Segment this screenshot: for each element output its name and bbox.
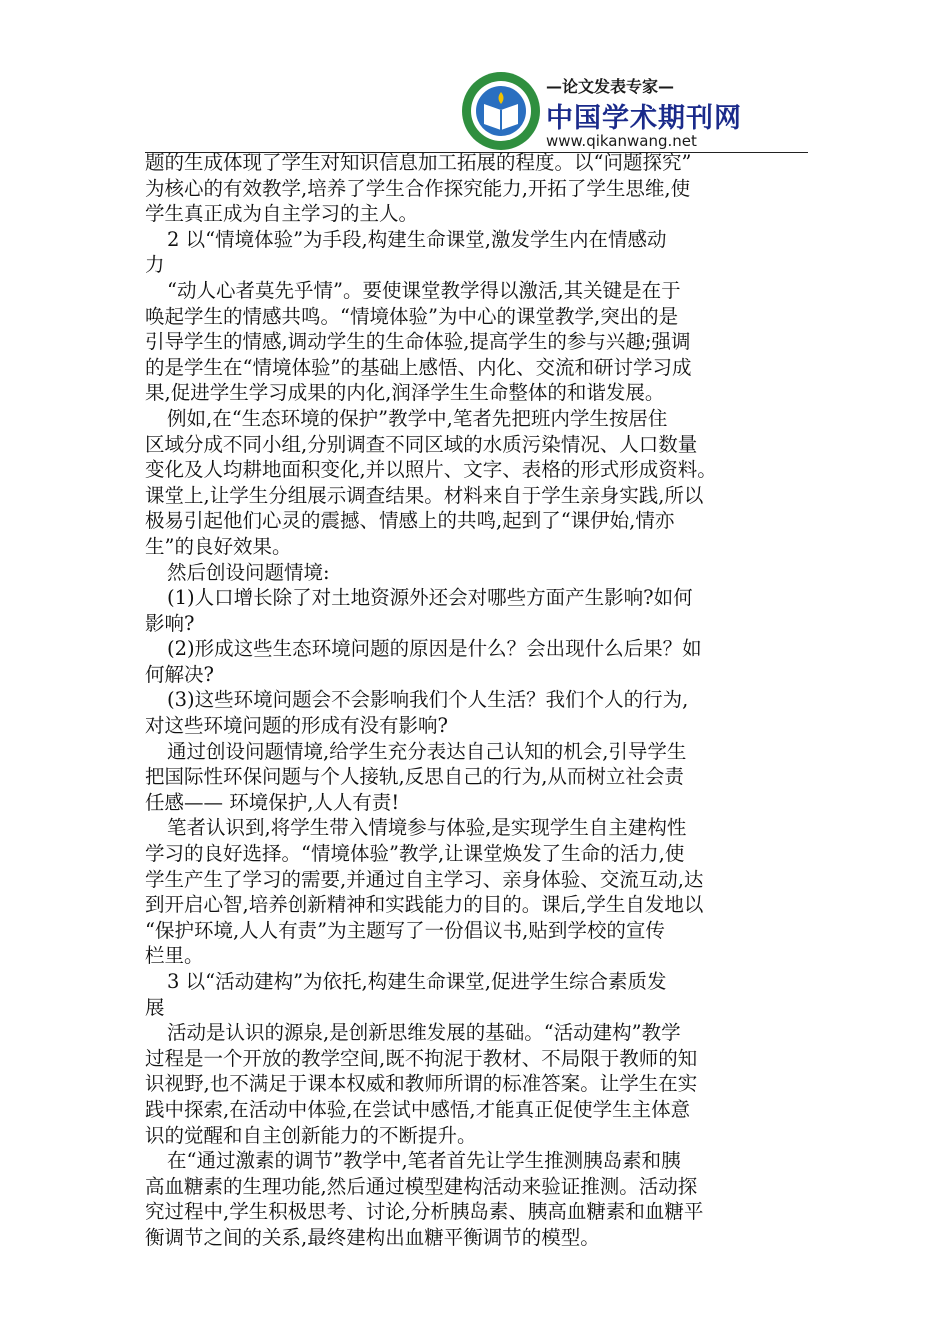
text-line: 生”的良好效果。 [145,534,292,558]
text-line: 影响? [145,611,195,635]
text-line: 极易引起他们心灵的震撼、情感上的共鸣,起到了“课伊始,情亦 [145,509,675,533]
article-body [145,150,810,1251]
text-line: (2)形成这些生态环境问题的原因是什么？会出现什么后果？如 [167,637,702,661]
text-line: 学生真正成为自主学习的主人。 [145,202,419,226]
text-line: 变化及人均耕地面积变化,并以照片、文字、表格的形式形成资料。 [145,458,717,482]
text-line: 践中探索,在活动中体验,在尝试中感悟,才能真正促使学生主体意 [145,1097,691,1121]
text-line: 任感—— 环境保护,人人有责! [145,790,400,814]
text-line: 到开启心智,培养创新精神和实践能力的目的。课后,学生自发地以 [145,893,704,917]
text-line: 何解决? [145,662,214,686]
logo-brand-name: 中国学术期刊网 [546,103,742,134]
text-line: 例如,在“生态环境的保护”教学中,笔者先把班内学生按居住 [167,406,668,430]
text-line: 唤起学生的情感共鸣。“情境体验”为中心的课堂教学,突出的是 [145,304,679,328]
text-line: 2 以“情境体验”为手段,构建生命课堂,激发学生内在情感动 [167,227,667,251]
text-line: 笔者认识到,将学生带入情境参与体验,是实现学生自主建构性 [167,816,687,840]
text-line: 力 [145,253,165,277]
text-line: 展 [145,995,165,1019]
text-line: 题的生成体现了学生对知识信息加工拓展的程度。以“问题探究” [145,151,692,174]
text-line: 学习的良好选择。“情境体验”教学,让课堂焕发了生命的活力,使 [145,842,685,866]
text-line: 然后创设问题情境: [167,560,330,584]
text-line: 的是学生在“情境体验”的基础上感悟、内化、交流和研讨学习成 [145,355,692,379]
text-line: 对这些环境问题的形成有没有影响? [145,714,448,738]
logo-icon [460,70,542,152]
site-header [460,70,760,160]
text-line: 识视野,也不满足于课本权威和教师所谓的标准答案。让学生在实 [145,1072,698,1096]
text-line: 究过程中,学生积极思考、讨论,分析胰岛素、胰高血糖素和血糖平 [145,1200,704,1224]
text-line: 在“通过激素的调节”教学中,笔者首先让学生推测胰岛素和胰 [167,1149,681,1173]
text-line: 通过创设问题情境,给学生充分表达自己认知的机会,引导学生 [167,739,687,763]
text-line: 为核心的有效教学,培养了学生合作探究能力,开拓了学生思维,使 [145,176,691,200]
text-line: “保护环境,人人有责”为主题写了一份倡议书,贴到学校的宣传 [145,918,665,942]
text-line: (3)这些环境问题会不会影响我们个人生活？我们个人的行为, [167,688,689,712]
text-line: 引导学生的情感,调动学生的生命体验,提高学生的参与兴趣;强调 [145,330,691,354]
text-line: 果,促进学生学习成果的内化,润泽学生生命整体的和谐发展。 [145,381,665,405]
logo-slogan: —论文发表专家— [546,77,675,96]
text-line: 过程是一个开放的教学空间,既不拘泥于教材、不局限于教师的知 [145,1046,698,1070]
logo-url: www.qikanwang.net [546,132,697,150]
text-line: 衡调节之间的关系,最终建构出血糖平衡调节的模型。 [145,1225,600,1249]
text-line: (1)人口增长除了对土地资源外还会对哪些方面产生影响?如何 [167,586,693,610]
text-line: “动人心者莫先乎情”。要使课堂教学得以激活,其关键是在于 [167,278,681,302]
text-line: 把国际性环保问题与个人接轨,反思自己的行为,从而树立社会责 [145,765,684,789]
text-line: 识的觉醒和自主创新能力的不断提升。 [145,1123,477,1147]
text-line: 课堂上,让学生分组展示调查结果。材料来自于学生亲身实践,所以 [145,483,704,507]
text-line: 区域分成不同小组,分别调查不同区域的水质污染情况、人口数量 [145,432,698,456]
text-line: 3 以“活动建构”为依托,构建生命课堂,促进学生综合素质发 [167,970,667,993]
text-line: 栏里。 [145,944,204,968]
text-line: 高血糖素的生理功能,然后通过模型建构活动来验证推测。活动探 [145,1174,698,1198]
text-line: 学生产生了学习的需要,并通过自主学习、亲身体验、交流互动,达 [145,867,704,891]
text-line: 活动是认识的源泉,是创新思维发展的基础。“活动建构”教学 [167,1021,681,1045]
